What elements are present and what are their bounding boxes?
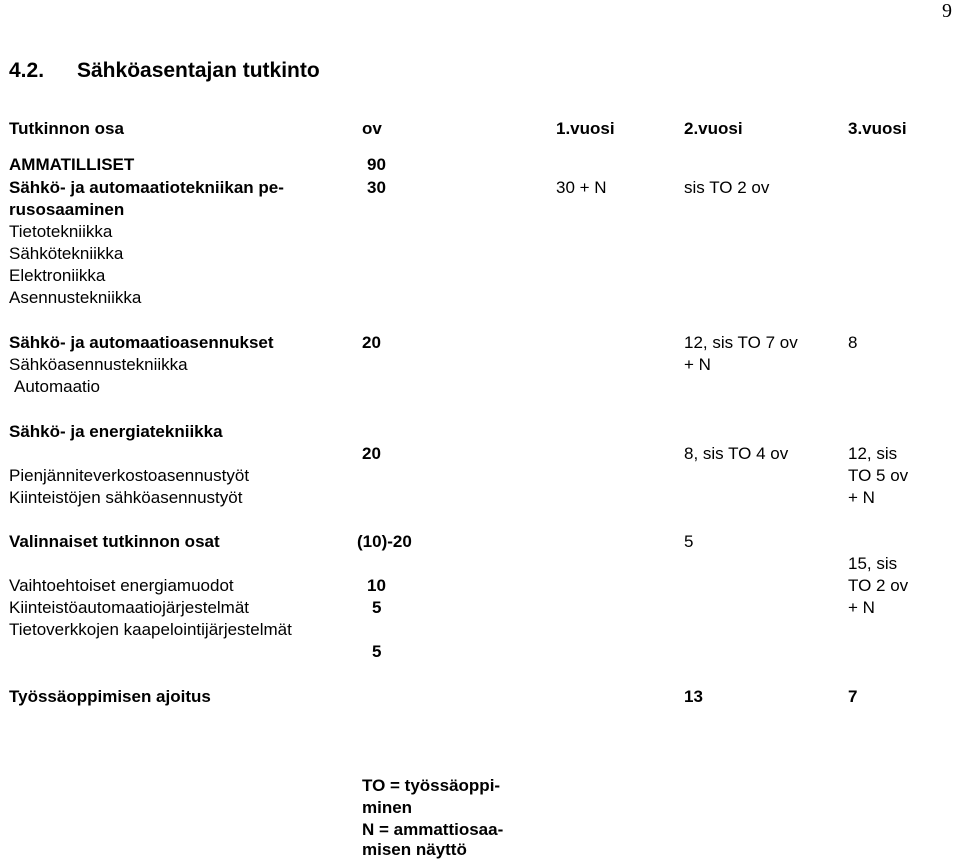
optional-year3-line3: + N [848, 598, 875, 617]
optional-title: Valinnaiset tutkinnon osat [9, 532, 220, 551]
energy-item: Kiinteistöjen sähköasennustyöt [9, 488, 243, 507]
energy-year3-line3: + N [848, 488, 875, 507]
optional-year2: 5 [684, 532, 694, 551]
work-title: Työssäoppimisen ajoitus [9, 687, 211, 706]
optional-item-ov: 5 [372, 642, 382, 661]
legend-line: N = ammattiosaa- [362, 820, 504, 839]
basic-part-title-line1: Sähkö- ja automaatiotekniikan pe- [9, 178, 284, 197]
section-ammatilliset-title: AMMATILLISET [9, 155, 135, 174]
work-year3: 7 [848, 687, 858, 706]
energy-year3-line1: 12, sis [848, 444, 898, 463]
basic-part-year1: 30 + N [556, 178, 607, 197]
energy-year3-line2: TO 5 ov [848, 466, 909, 485]
optional-item-ov: 10 [367, 576, 386, 595]
optional-year3-line1: 15, sis [848, 554, 898, 573]
basic-part-item: Sähkötekniikka [9, 244, 124, 263]
basic-part-item: Tietotekniikka [9, 222, 113, 241]
legend-line: minen [362, 798, 413, 817]
header-year1: 1.vuosi [556, 119, 615, 138]
basic-part-title-line2: rusosaaminen [9, 200, 125, 219]
legend-line: TO = työssäoppi- [362, 776, 501, 795]
optional-year3-line2: TO 2 ov [848, 576, 909, 595]
section-number: 4.2. [9, 59, 45, 82]
basic-part-year2: sis TO 2 ov [684, 178, 770, 197]
optional-item-label: Tietoverkkojen kaapelointijärjestelmät [9, 620, 292, 639]
energy-year2: 8, sis TO 4 ov [684, 444, 789, 463]
header-part: Tutkinnon osa [9, 119, 124, 138]
header-year2: 2.vuosi [684, 119, 743, 138]
header-ov: ov [362, 119, 382, 138]
optional-item-ov: 5 [372, 598, 382, 617]
automation-year3: 8 [848, 333, 858, 352]
optional-item-label: Vaihtoehtoiset energiamuodot [9, 576, 234, 595]
basic-part-ov: 30 [367, 178, 386, 197]
page-number: 9 [942, 0, 952, 22]
basic-part-item: Asennustekniikka [9, 288, 142, 307]
energy-ov: 20 [362, 444, 381, 463]
section-title: Sähköasentajan tutkinto [77, 59, 320, 82]
automation-item: Automaatio [14, 377, 100, 396]
basic-part-item: Elektroniikka [9, 266, 106, 285]
automation-title: Sähkö- ja automaatioasennukset [9, 333, 274, 352]
energy-title: Sähkö- ja energiatekniikka [9, 422, 223, 441]
energy-item: Pienjänniteverkostoasennustyöt [9, 466, 250, 485]
legend-line: misen näyttö [362, 840, 467, 859]
optional-ov: (10)-20 [357, 532, 412, 551]
automation-year2-line2: + N [684, 355, 711, 374]
automation-ov: 20 [362, 333, 381, 352]
section-ammatilliset-ov: 90 [367, 155, 386, 174]
work-year2: 13 [684, 687, 703, 706]
header-year3: 3.vuosi [848, 119, 907, 138]
automation-year2-line1: 12, sis TO 7 ov [684, 333, 798, 352]
optional-item-label: Kiinteistöautomaatiojärjestelmät [9, 598, 250, 617]
automation-item: Sähköasennustekniikka [9, 355, 188, 374]
